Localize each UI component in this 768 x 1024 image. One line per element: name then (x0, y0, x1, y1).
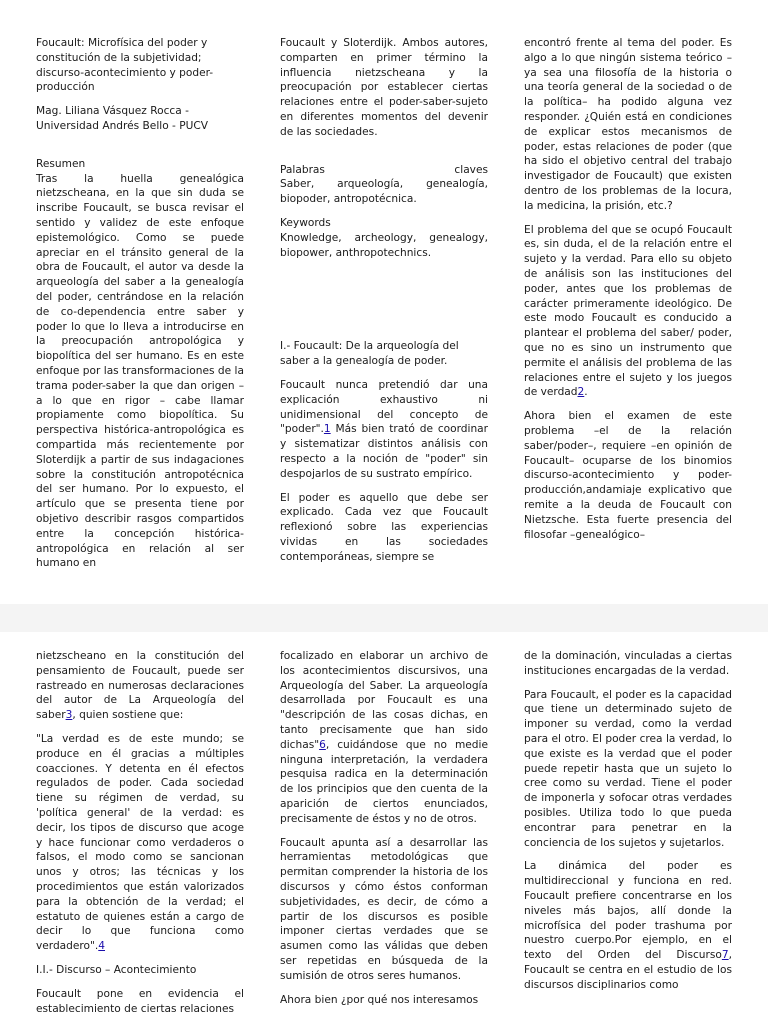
footnote-link-4[interactable]: 4 (98, 940, 106, 953)
section-heading: I.- Foucault: De la arqueología del saber a la genealogía de poder. (280, 340, 459, 368)
column-2 (280, 36, 488, 574)
footnote-link-3[interactable]: 3 (65, 709, 73, 722)
body-paragraph: Ahora bien el examen de este problema –el de la relación saber/poder–, requiere –en opinión de Foucault– ocuparse de los binomios discurso-acontecimiento y poder-producción,andamiaje explicativo que remite a la deuda de Foucault con Nietzsche. Esta fuerte presencia del filosofar –genealógico– (524, 410, 732, 541)
body-paragraph: de la dominación, vinculadas a ciertas instituciones encargadas de la verdad. (524, 650, 732, 677)
body-paragraph: encontró frente al tema del poder. Es algo a lo que ningún sistema teórico –ya sea una filosofía de la historia o una teoría general de la sociedad o de la política– ha podido alguna vez responder. ¿Quién está en condiciones de explicar estos mecanismos de poder, estas relaciones de poder (que ha sido el objetivo central del trabajo investigador de Foucault) que existen dentro de los problemas de la locura, la medicina, la prisión, etc.? (524, 37, 732, 212)
body-paragraph (524, 859, 732, 992)
column-3 (524, 36, 732, 551)
body-paragraph (280, 378, 488, 482)
column-2 (280, 649, 488, 1016)
text-run: "La verdad es de este mundo; se produce en él gracias a múltiples coacciones. Y detenta en él efectos regulados de poder. Cada sociedad tiene su régimen de verdad, su 'política general' de la verdad: es decir, los tipos de discurso que acoge y hace funcionar como verdaderos o falsos, el modo como se sancionan unos y otros; las técnicas y los procedimientos que están valorizados para la obtención de la verdad; el estatuto de quienes están a cargo de decir lo que funciona como verdadero". (36, 732, 244, 953)
text-run: , quien sostiene que: (72, 709, 184, 722)
text-run: Foucault nunca pretendió dar una explicación exhaustivo ni unidimensional del concepto de "poder". (280, 378, 488, 436)
column-3 (524, 649, 732, 1002)
page-separator (0, 604, 768, 632)
body-paragraph: El poder es aquello que debe ser explicado. Cada vez que Foucault reflexionó sobre las experiencias vividas en las sociedades contemporáneas, siempre se (280, 491, 488, 563)
palabras-claves-text: Saber, arqueología, genealogía, biopoder, antropotécnica. (280, 178, 488, 206)
text-run: focalizado en elaborar un archivo de los acontecimientos discursivos, una Arqueología del Saber. La arqueología desarrollada por Foucault es una "descripción de las cosas dichas, en tanto precisamente que han sido dichas" (280, 650, 488, 751)
column-1 (36, 649, 244, 1024)
resumen-text: Tras la huella genealógica nietzscheana, en la que sin duda se inscribe Foucault, se busca revisar el sentido y validez de este enfoque epistemológico. Como se puede apreciar en el tránsito general de la obra de Foucault, el autor va desde la arqueología del saber a la genealogía del poder, centrándose en la relación de co-dependencia entre saber y poder lo que lo lleva a introducirse en la preocupación antropológica y biopolítica del ser humano. Es en este enfoque por las transformaciones de la trama poder-saber la que dan origen –a lo que en rigor – cabe llamar propiamente como biopolítica. Su perspectiva histórica-antropológica es compartida más recientemente por Sloterdijk a partir de sus indagaciones sobre la constitución antropotécnica del ser humano. Por lo expuesto, el artículo que se presenta tiene por objetivo describir rasgos compartidos entre la concepción histórica-antropológica en relación al ser humano en (36, 172, 244, 570)
body-paragraph (36, 649, 244, 723)
footnote-link-1[interactable]: 1 (323, 423, 331, 436)
text-run: El problema del que se ocupó Foucault es, sin duda, el de la relación entre el sujeto y la verdad. Para ello su objeto de análisis son las instituciones del poder, antes que los problemas de carácter primeramente ideológico. De este modo Foucault es conducido a plantear el problema del saber/ poder, que no es sino un instrumento que permite el análisis del problema de las relaciones entre el sujeto y los juegos de verdad (524, 223, 732, 399)
footnote-link-6[interactable]: 6 (319, 738, 326, 751)
body-paragraph: Para Foucault, el poder es la capacidad que tiene un determinado sujeto de imponer su verdad, como la verdad para el otro. El poder crea la verdad, lo que existe es la verdad que el poder puede repetir hasta que un sujeto lo cree como su verdad. Tiene el poder de imponerla y sofocar otras verdades posibles. Utiliza todo lo que pueda encontrar para penetrar en la conciencia de los sujetos y sujetarlos. (524, 688, 732, 849)
text-run: La dinámica del poder es multidireccional y funciona en red. Foucault prefiere concentrarse en los niveles más bajos, allí donde la microfísica del poder trashuma por nuestro cuerpo.Por ejemplo, en el texto del Orden del Discurso (524, 860, 732, 962)
text-run: , Foucault se centra en el estudio de los discursos disciplinarios como (524, 949, 732, 991)
body-paragraph (524, 223, 732, 401)
author-line: Mag. Liliana Vásquez Rocca - Universidad Andrés Bello - PUCV (36, 105, 209, 132)
resumen-heading: Resumen (36, 157, 86, 170)
body-paragraph: Foucault pone en evidencia el establecimiento de ciertas relaciones (36, 987, 244, 1015)
text-run: Más bien trató de coordinar y sistematizar distintos análisis con respecto a la noción de "poder" sin despojarlos de su sustrato empírico. (280, 423, 488, 480)
body-paragraph: Ahora bien ¿por qué nos interesamos (280, 993, 479, 1006)
body-paragraph: Foucault apunta así a desarrollar las herramientas metodológicas que permitan comprender la historia de los discursos y cómo éstos conforman subjetividades, es decir, de cómo a partir de los discursos es posible imponer ciertas verdades que se asumen como las válidas que deben ser repetidas en búsqueda de la sumisión de otros seres humanos. (280, 836, 488, 982)
keywords-heading: Keywords (280, 216, 331, 229)
article-title: Foucault: Microfísica del poder y constitución de la subjetividad; discurso-acontecimiento y poder-producción (36, 37, 214, 94)
quote-paragraph (36, 732, 244, 954)
column-1 (36, 36, 244, 580)
text-run: nietzscheano en la constitución del pensamiento de Foucault, puede ser rastreado en numerosas declaraciones del autor de La Arqueología del saber (36, 650, 244, 722)
footnote-link-7[interactable]: 7 (721, 949, 729, 962)
document-page-2 (0, 636, 768, 1024)
text-run: , cuidándose que no medie ninguna interpretación, la verdadera pesquisa radica en la determinación de los principios que den cuenta de la aparición de ciertos enunciados, precisamente de éstos y no de otros. (280, 738, 488, 825)
palabras-claves-heading: Palabras claves (280, 163, 488, 176)
text-run: . (584, 386, 588, 399)
subsection-heading: I.I.- Discurso – Acontecimiento (36, 963, 197, 976)
body-paragraph (280, 649, 488, 827)
keywords-text: Knowledge, archeology, genealogy, biopower, anthropotechnics. (280, 231, 488, 259)
footnote-link-2[interactable]: 2 (577, 386, 585, 399)
body-paragraph: Foucault y Sloterdijk. Ambos autores, comparten en primer término la influencia nietzscheana y la preocupación por establecer ciertas relaciones entre el poder-saber-sujeto en diferentes momentos del devenir de las sociedades. (280, 37, 488, 138)
